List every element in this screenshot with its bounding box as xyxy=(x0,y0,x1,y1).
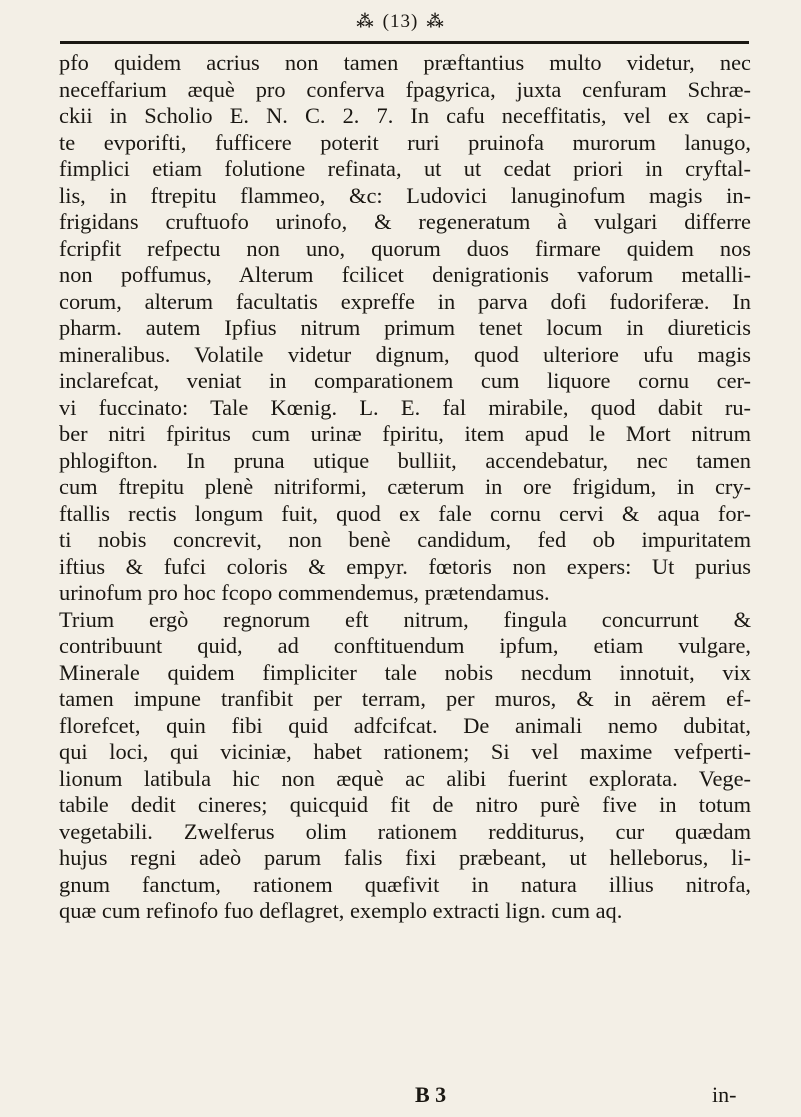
text-line: pharm. autem Ipfius nitrum primum tenet locum in diureticis xyxy=(59,315,751,340)
text-line: te evporifti, fufficere poterit ruri pruinofa murorum lanugo, xyxy=(59,129,751,155)
ornament-left: ⁂ xyxy=(356,12,375,31)
text-line: pfo quidem acrius non tamen præftantius multo videtur, nec xyxy=(59,50,751,75)
text-line: hujus regni adeò parum falis fixi præbeant, ut helleborus, li- xyxy=(59,845,751,870)
text-line: ber nitri fpiritus cum urinæ fpiritu, item apud le Mort nitrum xyxy=(59,421,751,446)
page-footer xyxy=(0,1082,801,1110)
running-header xyxy=(0,8,801,36)
text-line: mineralibus. Volatile videtur dignum, quod ulteriore ufu magis xyxy=(59,341,751,367)
body-text xyxy=(59,50,751,925)
text-line: iftius & fufci coloris & empyr. fœtoris non expers: Ut purius xyxy=(59,553,751,579)
text-line: tamen impune tranfibit per terram, per muros, & in aërem ef- xyxy=(59,686,751,711)
text-line: frigidans cruftuofo urinofo, & regeneratum à vulgari differre xyxy=(59,209,751,234)
text-line: qui loci, qui viciniæ, habet rationem; Si vel maxime vefperti- xyxy=(59,739,751,764)
text-line: florefcet, quin fibi quid adfcifcat. De animali nemo dubitat, xyxy=(59,712,751,738)
text-line: ti nobis concrevit, non benè candidum, fed ob impuritatem xyxy=(59,527,751,552)
text-line: phlogifton. In pruna utique bulliit, accendebatur, nec tamen xyxy=(59,447,751,473)
signature-mark: B 3 xyxy=(415,1082,447,1107)
text-line: fimplici etiam folutione refinata, ut ut cedat priori in cryftal- xyxy=(59,156,751,181)
text-line: cum ftrepitu plenè nitriformi, cæterum in ore frigidum, in cry- xyxy=(59,474,751,499)
text-line: vi fuccinato: Tale Kœnig. L. E. fal mirabile, quod dabit ru- xyxy=(59,394,751,420)
text-line: Trium ergò regnorum eft nitrum, fingula concurrunt & xyxy=(59,606,751,632)
text-line: contribuunt quid, ad conftituendum ipfum, etiam vulgare, xyxy=(59,633,751,658)
text-line: lionum latibula hic non æquè ac alibi fuerint explorata. Vege- xyxy=(59,765,751,791)
text-line: non poffumus, Alterum fcilicet denigrationis vaforum metalli- xyxy=(59,262,751,287)
text-line: neceffarium æquè pro conferva fpagyrica, juxta cenfuram Schræ- xyxy=(59,76,751,102)
header-rule xyxy=(60,41,749,44)
text-line: corum, alterum facultatis expreffe in parva dofi fudoriferæ. In xyxy=(59,288,751,314)
text-line: ftallis rectis longum fuit, quod ex fale cornu cervi & aqua for- xyxy=(59,500,751,526)
page-number: (13) xyxy=(382,11,419,32)
catchword: in- xyxy=(712,1082,737,1107)
text-line: ckii in Scholio E. N. C. 2. 7. In cafu neceffitatis, vel ex capi- xyxy=(59,103,751,128)
text-line: vegetabili. Zwelferus olim rationem redditurus, cur quædam xyxy=(59,818,751,844)
text-line: urinofum pro hoc fcopo commendemus, prætendamus. xyxy=(59,580,550,605)
text-line: tabile dedit cineres; quicquid fit de nitro purè five in totum xyxy=(59,792,751,817)
text-line: inclarefcat, veniat in comparationem cum liquore cornu cer- xyxy=(59,368,751,393)
text-line: lis, in ftrepitu flammeo, &c: Ludovici lanuginofum magis in- xyxy=(59,182,751,208)
text-line: Minerale quidem fimpliciter tale nobis necdum innotuit, vix xyxy=(59,659,751,685)
text-line: quæ cum refinofo fuo deflagret, exemplo extracti lign. cum aq. xyxy=(59,898,623,923)
text-line: fcripfit refpectu non uno, quorum duos firmare quidem nos xyxy=(59,235,751,261)
text-line: gnum fanctum, rationem quæfivit in natura illius nitrofa, xyxy=(59,871,751,897)
ornament-right: ⁂ xyxy=(426,12,445,31)
